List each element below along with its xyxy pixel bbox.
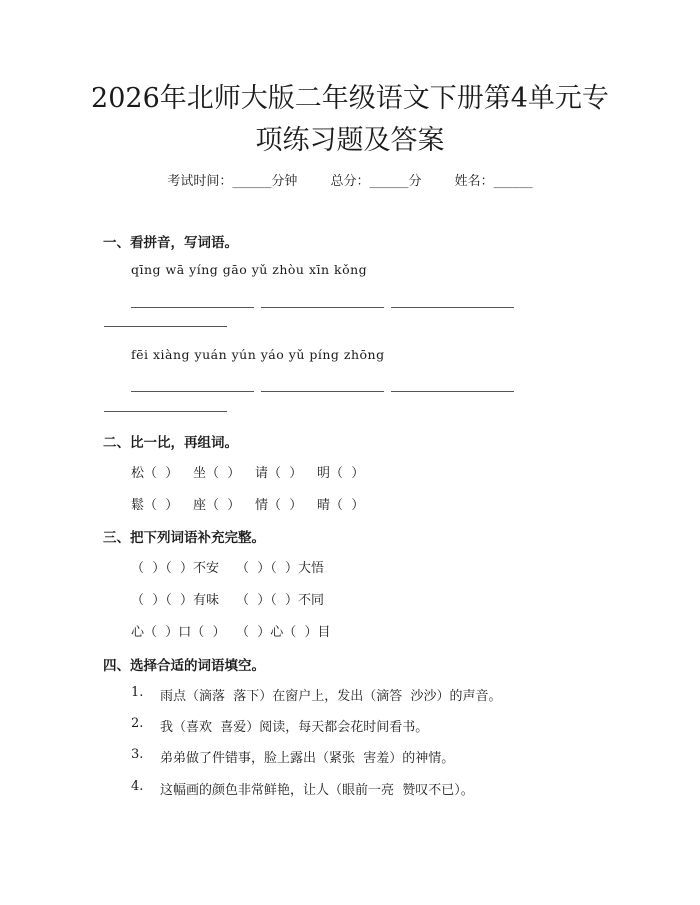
item-number: 1. [131,685,144,700]
name-label: 姓名： [454,174,494,189]
score-label: 总分： [330,174,370,189]
pinyin-row-2: fēi xiàng yuán yún yáo yǔ píng zhōng [131,347,385,362]
title-line-2: 项练习题及答案 [255,125,445,156]
section-4-heading: 四、选择合适的词语填空。 [103,658,265,674]
time-label: 考试时间： [167,174,233,189]
item-number: 2. [131,716,144,731]
section-1-heading: 一、看拼音，写词语。 [103,235,238,251]
idiom-cell: 心（ ）口（ ） [131,625,226,640]
item-number: 3. [131,747,144,762]
document-title [60,78,640,162]
writing-line [391,307,514,308]
exam-info-line [0,170,700,189]
title-line-1: 2026年北师大版二年级语文下册第4单元专 [91,83,609,114]
writing-line [391,391,514,392]
item-number: 4. [131,779,144,794]
writing-line [104,326,227,327]
compare-cell: 松（ ） [131,466,179,481]
compare-cell: 请（ ） [255,466,303,481]
name-blank: ______ [493,174,533,189]
compare-cell: 座（ ） [193,498,241,513]
writing-line [261,307,384,308]
score-unit: 分 [408,174,422,189]
idiom-cell: （ ）（ ）不安 [131,561,220,576]
time-blank: ______ [232,174,272,189]
pinyin-row-1: qīng wā yíng gāo yǔ zhòu xīn kǒng [131,262,368,277]
item-text: 弟弟做了件错事，脸上露出（紧张 害羞）的神情。 [160,751,455,766]
section-2-heading: 二、比一比，再组词。 [103,435,238,451]
idiom-cell: （ ）（ ）大悟 [236,561,325,576]
writing-line [261,391,384,392]
item-text: 雨点（滴落 落下）在窗户上，发出（滴答 沙沙）的声音。 [160,689,502,704]
compare-cell: 晴（ ） [317,498,365,513]
section-3-heading: 三、把下列词语补充完整。 [103,530,265,546]
idiom-cell: （ ）（ ）有味 [131,593,220,608]
compare-cell: 明（ ） [317,466,365,481]
writing-line [131,307,254,308]
writing-line [104,411,227,412]
score-blank: ______ [369,174,409,189]
item-text: 这幅画的颜色非常鲜艳，让人（眼前一亮 赞叹不已）。 [160,783,474,798]
compare-cell: 鬆（ ） [131,498,179,513]
idiom-cell: （ ）（ ）不同 [236,593,325,608]
time-unit: 分钟 [271,174,298,189]
compare-cell: 情（ ） [255,498,303,513]
compare-cell: 坐（ ） [193,466,241,481]
item-text: 我（喜欢 喜爱）阅读，每天都会花时间看书。 [160,720,429,735]
writing-line [131,391,254,392]
idiom-cell: （ ）心（ ）目 [236,625,331,640]
